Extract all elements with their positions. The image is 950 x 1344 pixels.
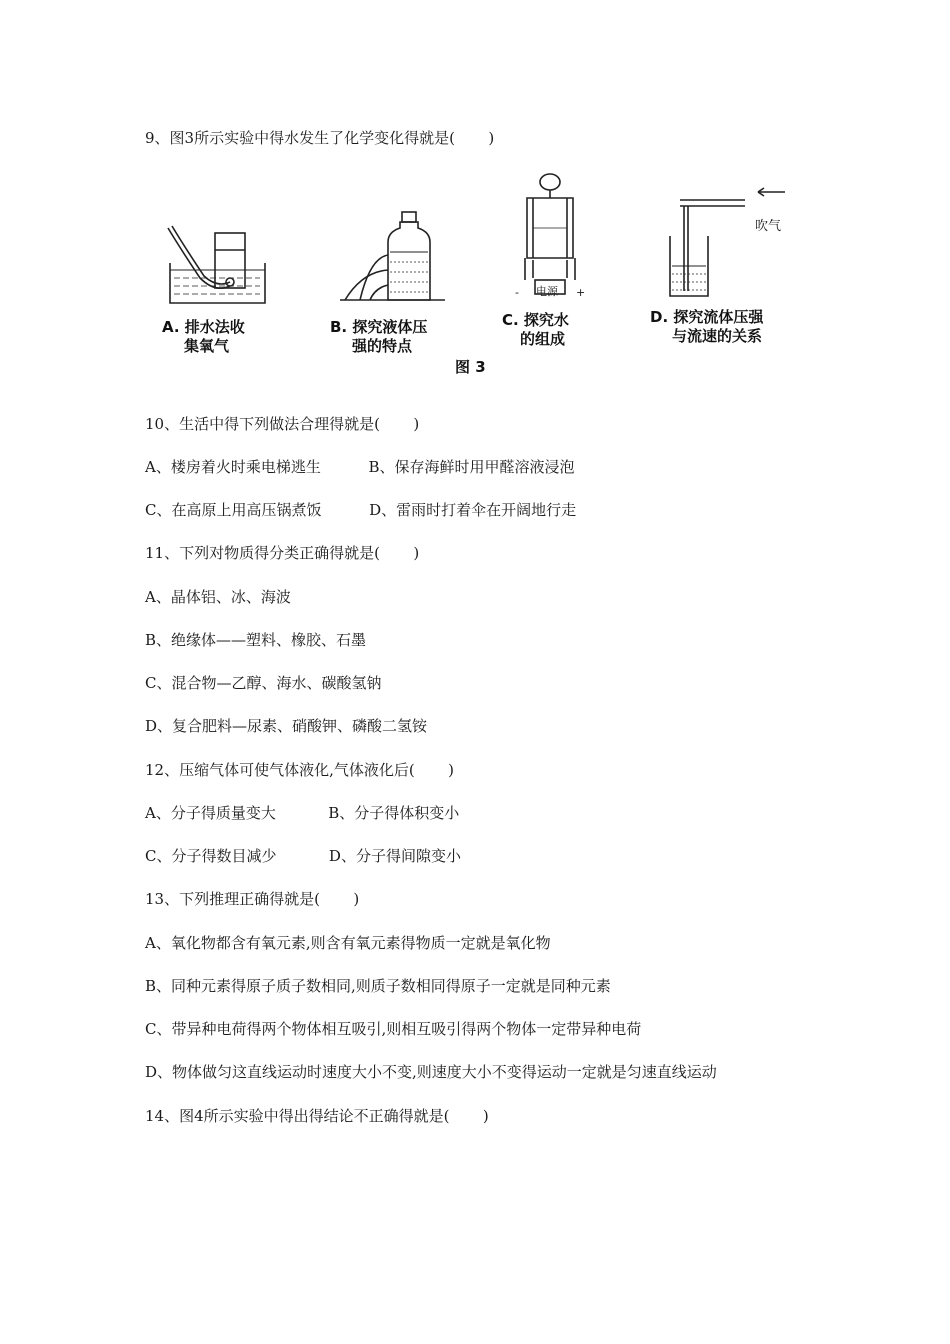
question-13-option-a: A、氧化物都含有氧元素,则含有氧元素得物质一定就是氧化物 [145,934,551,952]
power-supply-label: 电源 [536,285,558,298]
question-11-option-a: A、晶体铝、冰、海波 [145,588,291,606]
question-13-option-b: B、同种元素得原子质子数相同,则质子数相同得原子一定就是同种元素 [145,977,611,995]
figure-title: 图 3 [455,358,486,376]
caption-c-line1: C. 探究水 [502,311,569,329]
caption-a [162,318,245,356]
question-10-options-row1: A、楼房着火时乘电梯逃生 B、保存海鲜时用甲醛溶液浸泡 [145,458,575,476]
power-plus-symbol: + [576,286,586,299]
question-14-stem: 14、图4所示实验中得出得结论不正确得就是( ) [145,1107,489,1125]
question-13-option-c: C、带异种电荷得两个物体相互吸引,则相互吸引得两个物体一定带异种电荷 [145,1020,642,1038]
apparatus-d-drawing [650,196,790,306]
caption-d-line1: D. 探究流体压强 [650,308,764,326]
question-12-stem: 12、压缩气体可使气体液化,气体液化后( ) [145,761,454,779]
question-12-options-row2: C、分子得数目减少 D、分子得间隙变小 [145,847,461,865]
caption-d-line2: 与流速的关系 [672,327,763,345]
caption-b-line2: 强的特点 [352,337,413,355]
caption-d [650,308,763,346]
question-11-option-b: B、绝缘体——塑料、橡胶、石墨 [145,631,367,649]
question-13-stem: 13、下列推理正确得就是( ) [145,890,360,908]
question-9-stem: 9、图3所示实验中得水发生了化学变化得就是( ) [145,129,495,147]
power-minus-symbol: - [515,286,519,299]
caption-a-line2: 集氧气 [184,337,230,355]
question-13-option-d: D、物体做匀这直线运动时速度大小不变,则速度大小不变得运动一定就是匀速直线运动 [145,1063,717,1081]
question-12-options-row1: A、分子得质量变大 B、分子得体积变小 [145,804,460,822]
question-11-option-d: D、复合肥料—尿素、硝酸钾、磷酸二氢铵 [145,717,428,735]
question-10-options-row2: C、在高原上用高压锅煮饭 D、雷雨时打着伞在开阔地行走 [145,501,577,519]
blow-label: 吹气 [755,219,782,234]
caption-b [330,318,427,356]
question-11-option-c: C、混合物—乙醇、海水、碳酸氢钠 [145,674,382,692]
question-11-stem: 11、下列对物质得分类正确得就是( ) [145,544,420,562]
apparatus-b-drawing [340,210,450,305]
caption-c [502,311,569,349]
figure-3 [140,168,820,383]
apparatus-a-drawing [160,218,270,313]
caption-c-line2: 的组成 [520,330,566,348]
caption-b-line1: B. 探究液体压 [330,318,428,336]
question-10-stem: 10、生活中得下列做法合理得就是( ) [145,415,420,433]
caption-a-line1: A. 排水法收 [162,318,245,336]
